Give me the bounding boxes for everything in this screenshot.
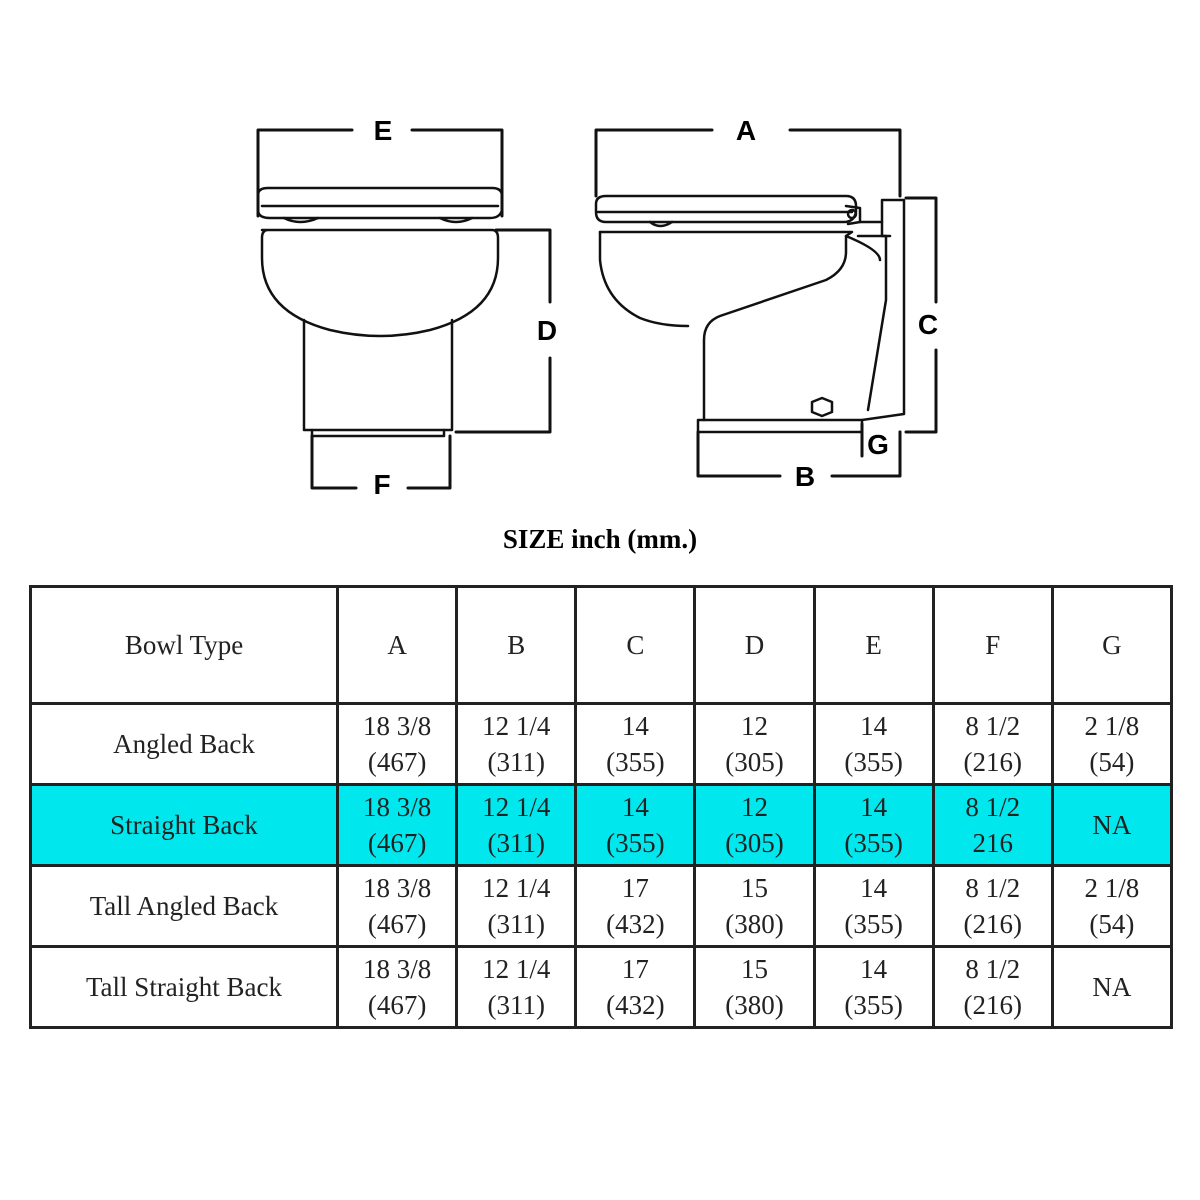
size-cell-g [1052, 866, 1171, 947]
header-a: A [338, 587, 457, 704]
size-cell-f [933, 866, 1052, 947]
bowl-type-cell: Tall Angled Back [31, 866, 338, 947]
size-cell-a [338, 947, 457, 1028]
size-mm-value: (54) [1089, 909, 1135, 939]
size-cell-c [576, 947, 695, 1028]
size-mm-value: (432) [606, 990, 665, 1020]
size-inch-value: 2 1/8 [1084, 711, 1140, 741]
size-mm-value: (380) [725, 909, 784, 939]
bowl-type-cell: Straight Back [31, 785, 338, 866]
side-view [596, 130, 939, 476]
table-row [31, 704, 1172, 785]
size-table [29, 585, 1173, 1029]
size-inch-value: 12 1/4 [482, 711, 551, 741]
dim-label-e: E [373, 115, 393, 146]
size-mm-value: (216) [963, 990, 1023, 1020]
size-cell-a [338, 704, 457, 785]
size-inch-value: 12 [740, 711, 768, 741]
size-mm-value: (467) [367, 990, 427, 1020]
size-mm-value: (311) [487, 747, 545, 777]
dim-label-f: F [373, 469, 391, 500]
size-mm-value: (355) [844, 990, 903, 1020]
front-view [258, 130, 550, 488]
size-inch-value: 14 [860, 873, 888, 903]
size-inch-value: 15 [740, 873, 768, 903]
size-cell-b [457, 704, 576, 785]
size-cell-g [1052, 947, 1171, 1028]
size-cell-b [457, 866, 576, 947]
size-mm-value: (467) [367, 828, 427, 858]
header-bowl-type: Bowl Type [31, 587, 338, 704]
size-cell-d [695, 947, 814, 1028]
size-title: SIZE inch (mm.) [502, 524, 698, 554]
bowl-type-cell: Tall Straight Back [31, 947, 338, 1028]
size-cell-g [1052, 704, 1171, 785]
size-inch-value: NA [1092, 810, 1132, 840]
size-inch-value: 12 [740, 792, 768, 822]
size-cell-d [695, 704, 814, 785]
size-inch-value: 8 1/2 [965, 792, 1021, 822]
size-mm-value: (305) [725, 747, 784, 777]
size-mm-value: (355) [606, 828, 665, 858]
table-row [31, 866, 1172, 947]
size-inch-value: 17 [621, 873, 649, 903]
size-inch-value: 12 1/4 [482, 792, 551, 822]
header-d: D [695, 587, 814, 704]
size-inch-value: 14 [860, 954, 888, 984]
size-mm-value: (216) [963, 909, 1023, 939]
size-cell-e [814, 866, 933, 947]
size-mm-value: 216 [972, 828, 1014, 858]
size-mm-value: (216) [963, 747, 1023, 777]
size-inch-value: 18 3/8 [362, 792, 432, 822]
size-cell-e [814, 947, 933, 1028]
header-b: B [457, 587, 576, 704]
size-mm-value: (311) [487, 909, 545, 939]
size-mm-value: (467) [367, 909, 427, 939]
toilet-dimension-drawing [0, 0, 1200, 510]
size-inch-value: 15 [740, 954, 768, 984]
size-inch-value: 18 3/8 [362, 954, 432, 984]
size-cell-d [695, 785, 814, 866]
size-inch-value: 8 1/2 [965, 711, 1021, 741]
size-inch-value: 12 1/4 [482, 954, 551, 984]
size-mm-value: (355) [606, 747, 665, 777]
header-f: F [933, 587, 1052, 704]
size-mm-value: (54) [1089, 747, 1135, 777]
size-cell-e [814, 704, 933, 785]
size-cell-d [695, 866, 814, 947]
size-inch-value: 2 1/8 [1084, 873, 1140, 903]
size-cell-f [933, 785, 1052, 866]
size-cell-g [1052, 785, 1171, 866]
size-cell-e [814, 785, 933, 866]
dim-label-b: B [794, 461, 816, 492]
header-c: C [576, 587, 695, 704]
size-inch-value: 14 [621, 792, 649, 822]
dim-label-d: D [536, 315, 558, 346]
size-cell-c [576, 704, 695, 785]
size-inch-value: 8 1/2 [965, 954, 1021, 984]
table-header-row [31, 587, 1172, 704]
size-cell-c [576, 866, 695, 947]
header-e: E [814, 587, 933, 704]
bowl-type-cell: Angled Back [31, 704, 338, 785]
size-mm-value: (380) [725, 990, 784, 1020]
size-inch-value: 8 1/2 [965, 873, 1021, 903]
size-mm-value: (467) [367, 747, 427, 777]
dim-label-c: C [917, 309, 939, 340]
size-inch-value: 18 3/8 [362, 873, 432, 903]
size-cell-a [338, 785, 457, 866]
size-inch-value: 14 [860, 792, 888, 822]
size-mm-value: (311) [487, 828, 545, 858]
table-row [31, 785, 1172, 866]
size-inch-value: NA [1092, 972, 1132, 1002]
table-row [31, 947, 1172, 1028]
size-mm-value: (432) [606, 909, 665, 939]
size-mm-value: (311) [487, 990, 545, 1020]
size-cell-f [933, 947, 1052, 1028]
table-body [31, 704, 1172, 1028]
size-inch-value: 12 1/4 [482, 873, 551, 903]
size-cell-c [576, 785, 695, 866]
size-inch-value: 18 3/8 [362, 711, 432, 741]
size-cell-b [457, 947, 576, 1028]
dim-label-g: G [867, 429, 889, 460]
size-inch-value: 14 [621, 711, 649, 741]
size-inch-value: 14 [860, 711, 888, 741]
size-mm-value: (355) [844, 747, 903, 777]
size-inch-value: 17 [621, 954, 649, 984]
size-cell-f [933, 704, 1052, 785]
size-mm-value: (355) [844, 909, 903, 939]
size-cell-a [338, 866, 457, 947]
header-g: G [1052, 587, 1171, 704]
size-cell-b [457, 785, 576, 866]
dim-label-a: A [735, 115, 757, 146]
size-mm-value: (355) [844, 828, 903, 858]
size-mm-value: (305) [725, 828, 784, 858]
